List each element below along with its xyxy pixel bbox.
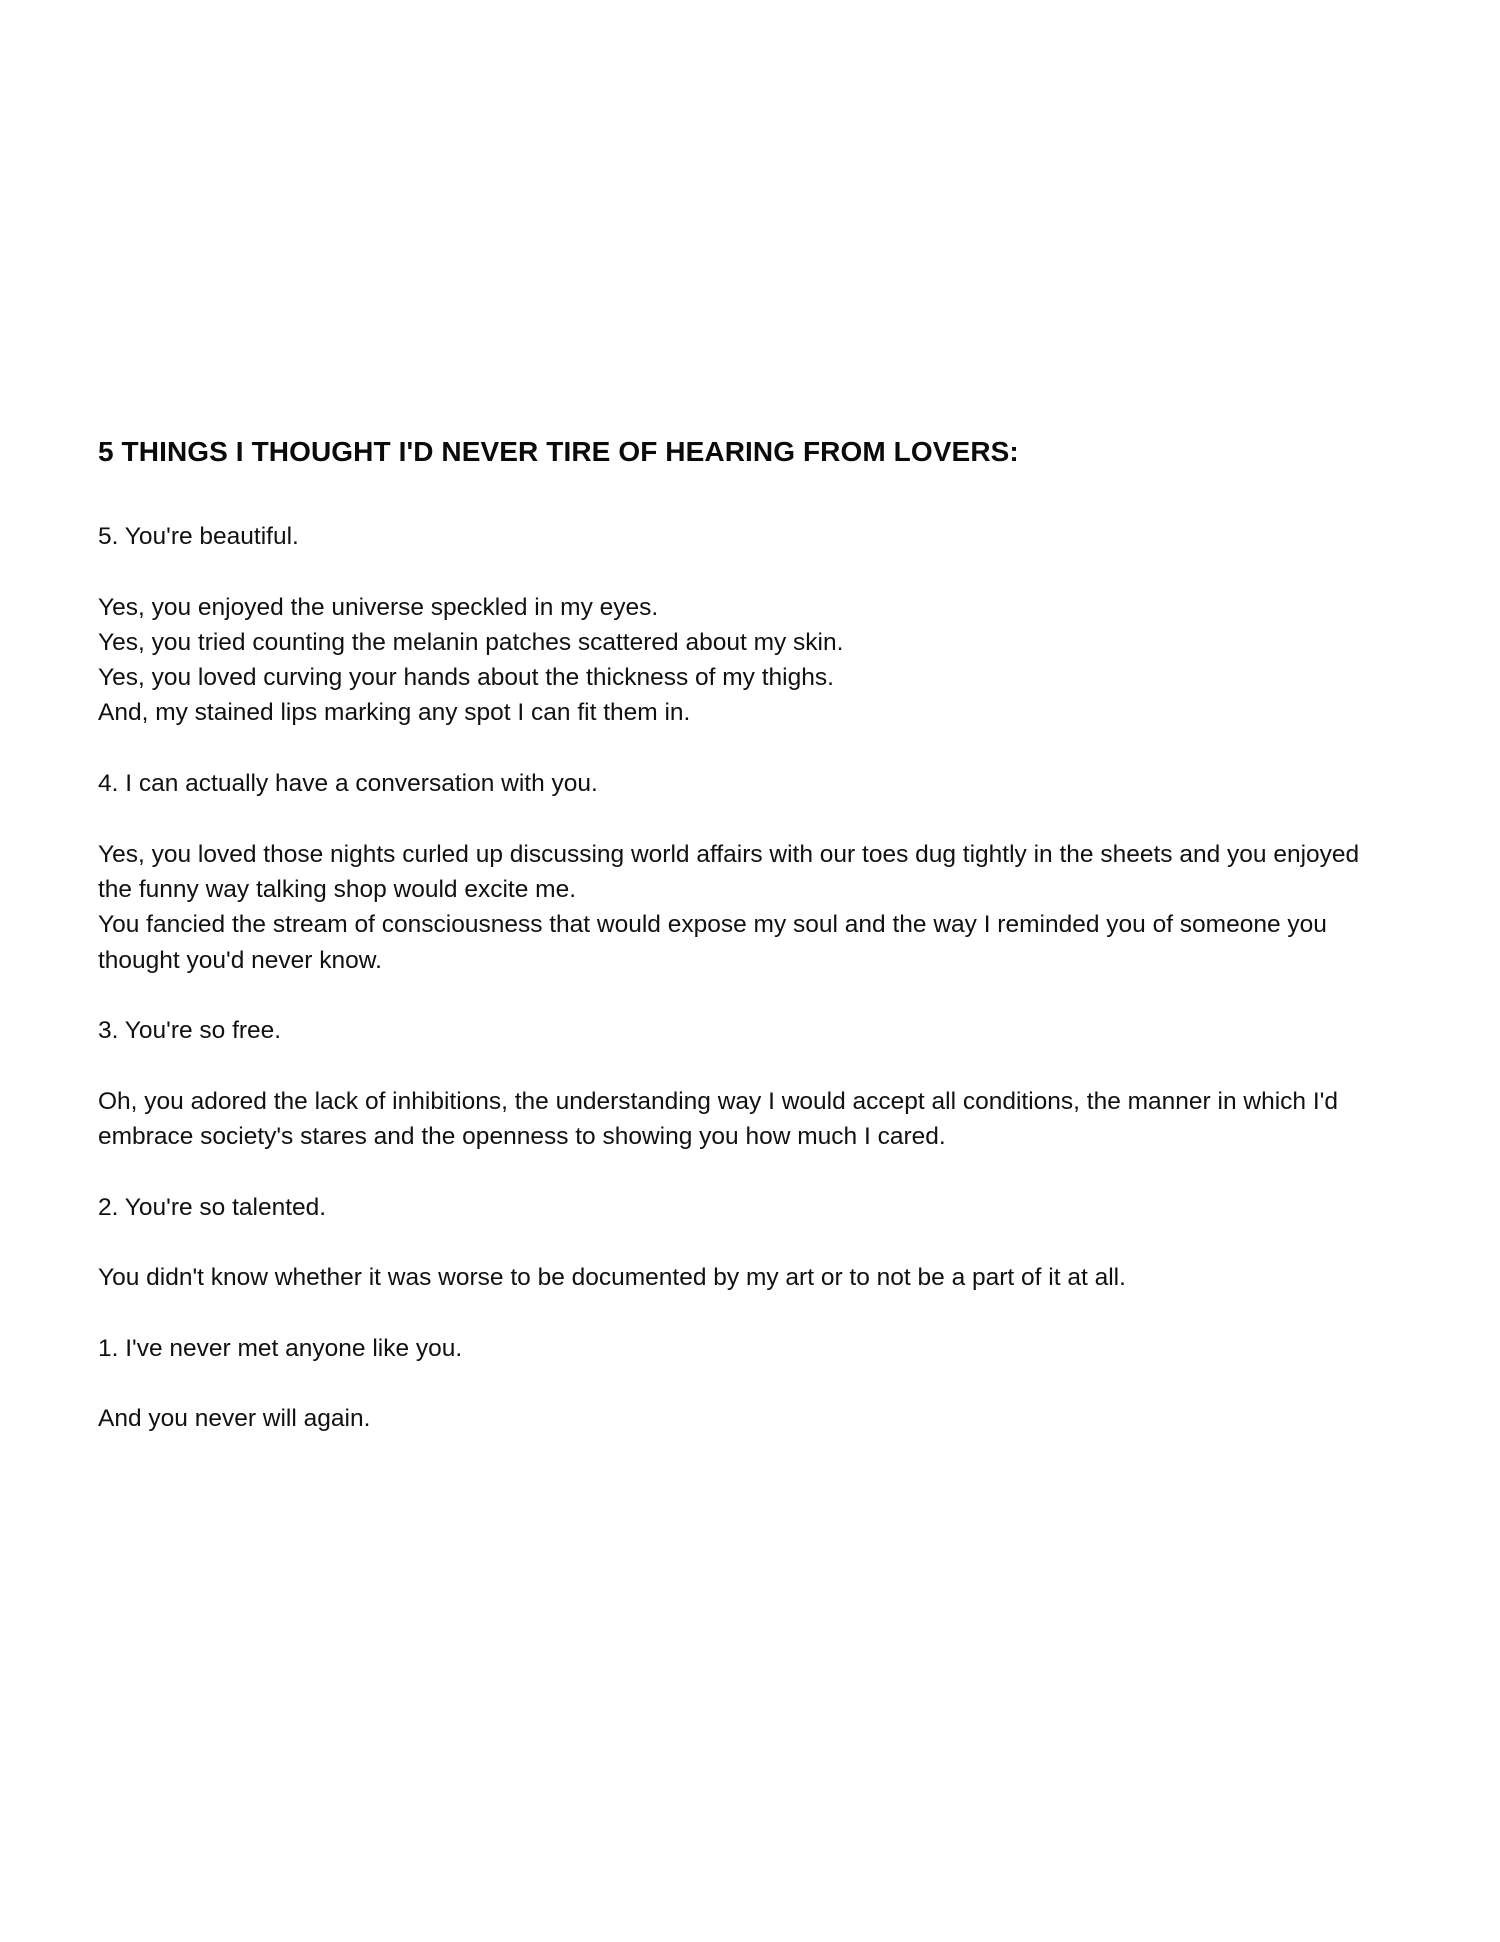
body-line: 4. I can actually have a conversation with you. xyxy=(98,770,598,798)
blank-line xyxy=(98,554,1398,589)
document-body xyxy=(98,519,1398,1437)
body-line: You didn't know whether it was worse to be documented by my art or to not be a part of it at all. xyxy=(98,1264,1126,1292)
body-line: embrace society's stares and the openness to showing you how much I cared. xyxy=(98,1123,946,1151)
blank-line xyxy=(98,1048,1398,1083)
body-line: You fancied the stream of consciousness that would expose my soul and the way I reminded you of someone you xyxy=(98,911,1327,939)
blank-line xyxy=(98,1296,1398,1331)
body-line: And you never will again. xyxy=(98,1405,371,1433)
body-line: the funny way talking shop would excite me. xyxy=(98,875,577,903)
body-line: Oh, you adored the lack of inhibitions, the understanding way I would accept all conditions, the manner in which I'd xyxy=(98,1087,1338,1115)
body-line: 2. You're so talented. xyxy=(98,1193,327,1221)
body-line: 3. You're so free. xyxy=(98,1017,282,1045)
blank-line xyxy=(98,801,1398,836)
body-line: 1. I've never met anyone like you. xyxy=(98,1334,463,1362)
body-line: Yes, you enjoyed the universe speckled in my eyes. xyxy=(98,593,659,621)
body-line: And, my stained lips marking any spot I can fit them in. xyxy=(98,699,691,727)
body-line: Yes, you loved those nights curled up discussing world affairs with our toes dug tightly in the sheets and you enjoyed xyxy=(98,840,1360,868)
blank-line xyxy=(98,731,1398,766)
blank-line xyxy=(98,978,1398,1013)
body-line: Yes, you tried counting the melanin patches scattered about my skin. xyxy=(98,628,844,656)
blank-line xyxy=(98,1225,1398,1260)
blank-line xyxy=(98,1154,1398,1189)
body-line: thought you'd never know. xyxy=(98,946,382,974)
document-title: 5 THINGS I THOUGHT I'D NEVER TIRE OF HEARING FROM LOVERS: xyxy=(98,436,1019,467)
body-line: Yes, you loved curving your hands about the thickness of my thighs. xyxy=(98,664,834,692)
blank-line xyxy=(98,1366,1398,1401)
document-content xyxy=(98,434,1398,1437)
body-line: 5. You're beautiful. xyxy=(98,523,299,550)
